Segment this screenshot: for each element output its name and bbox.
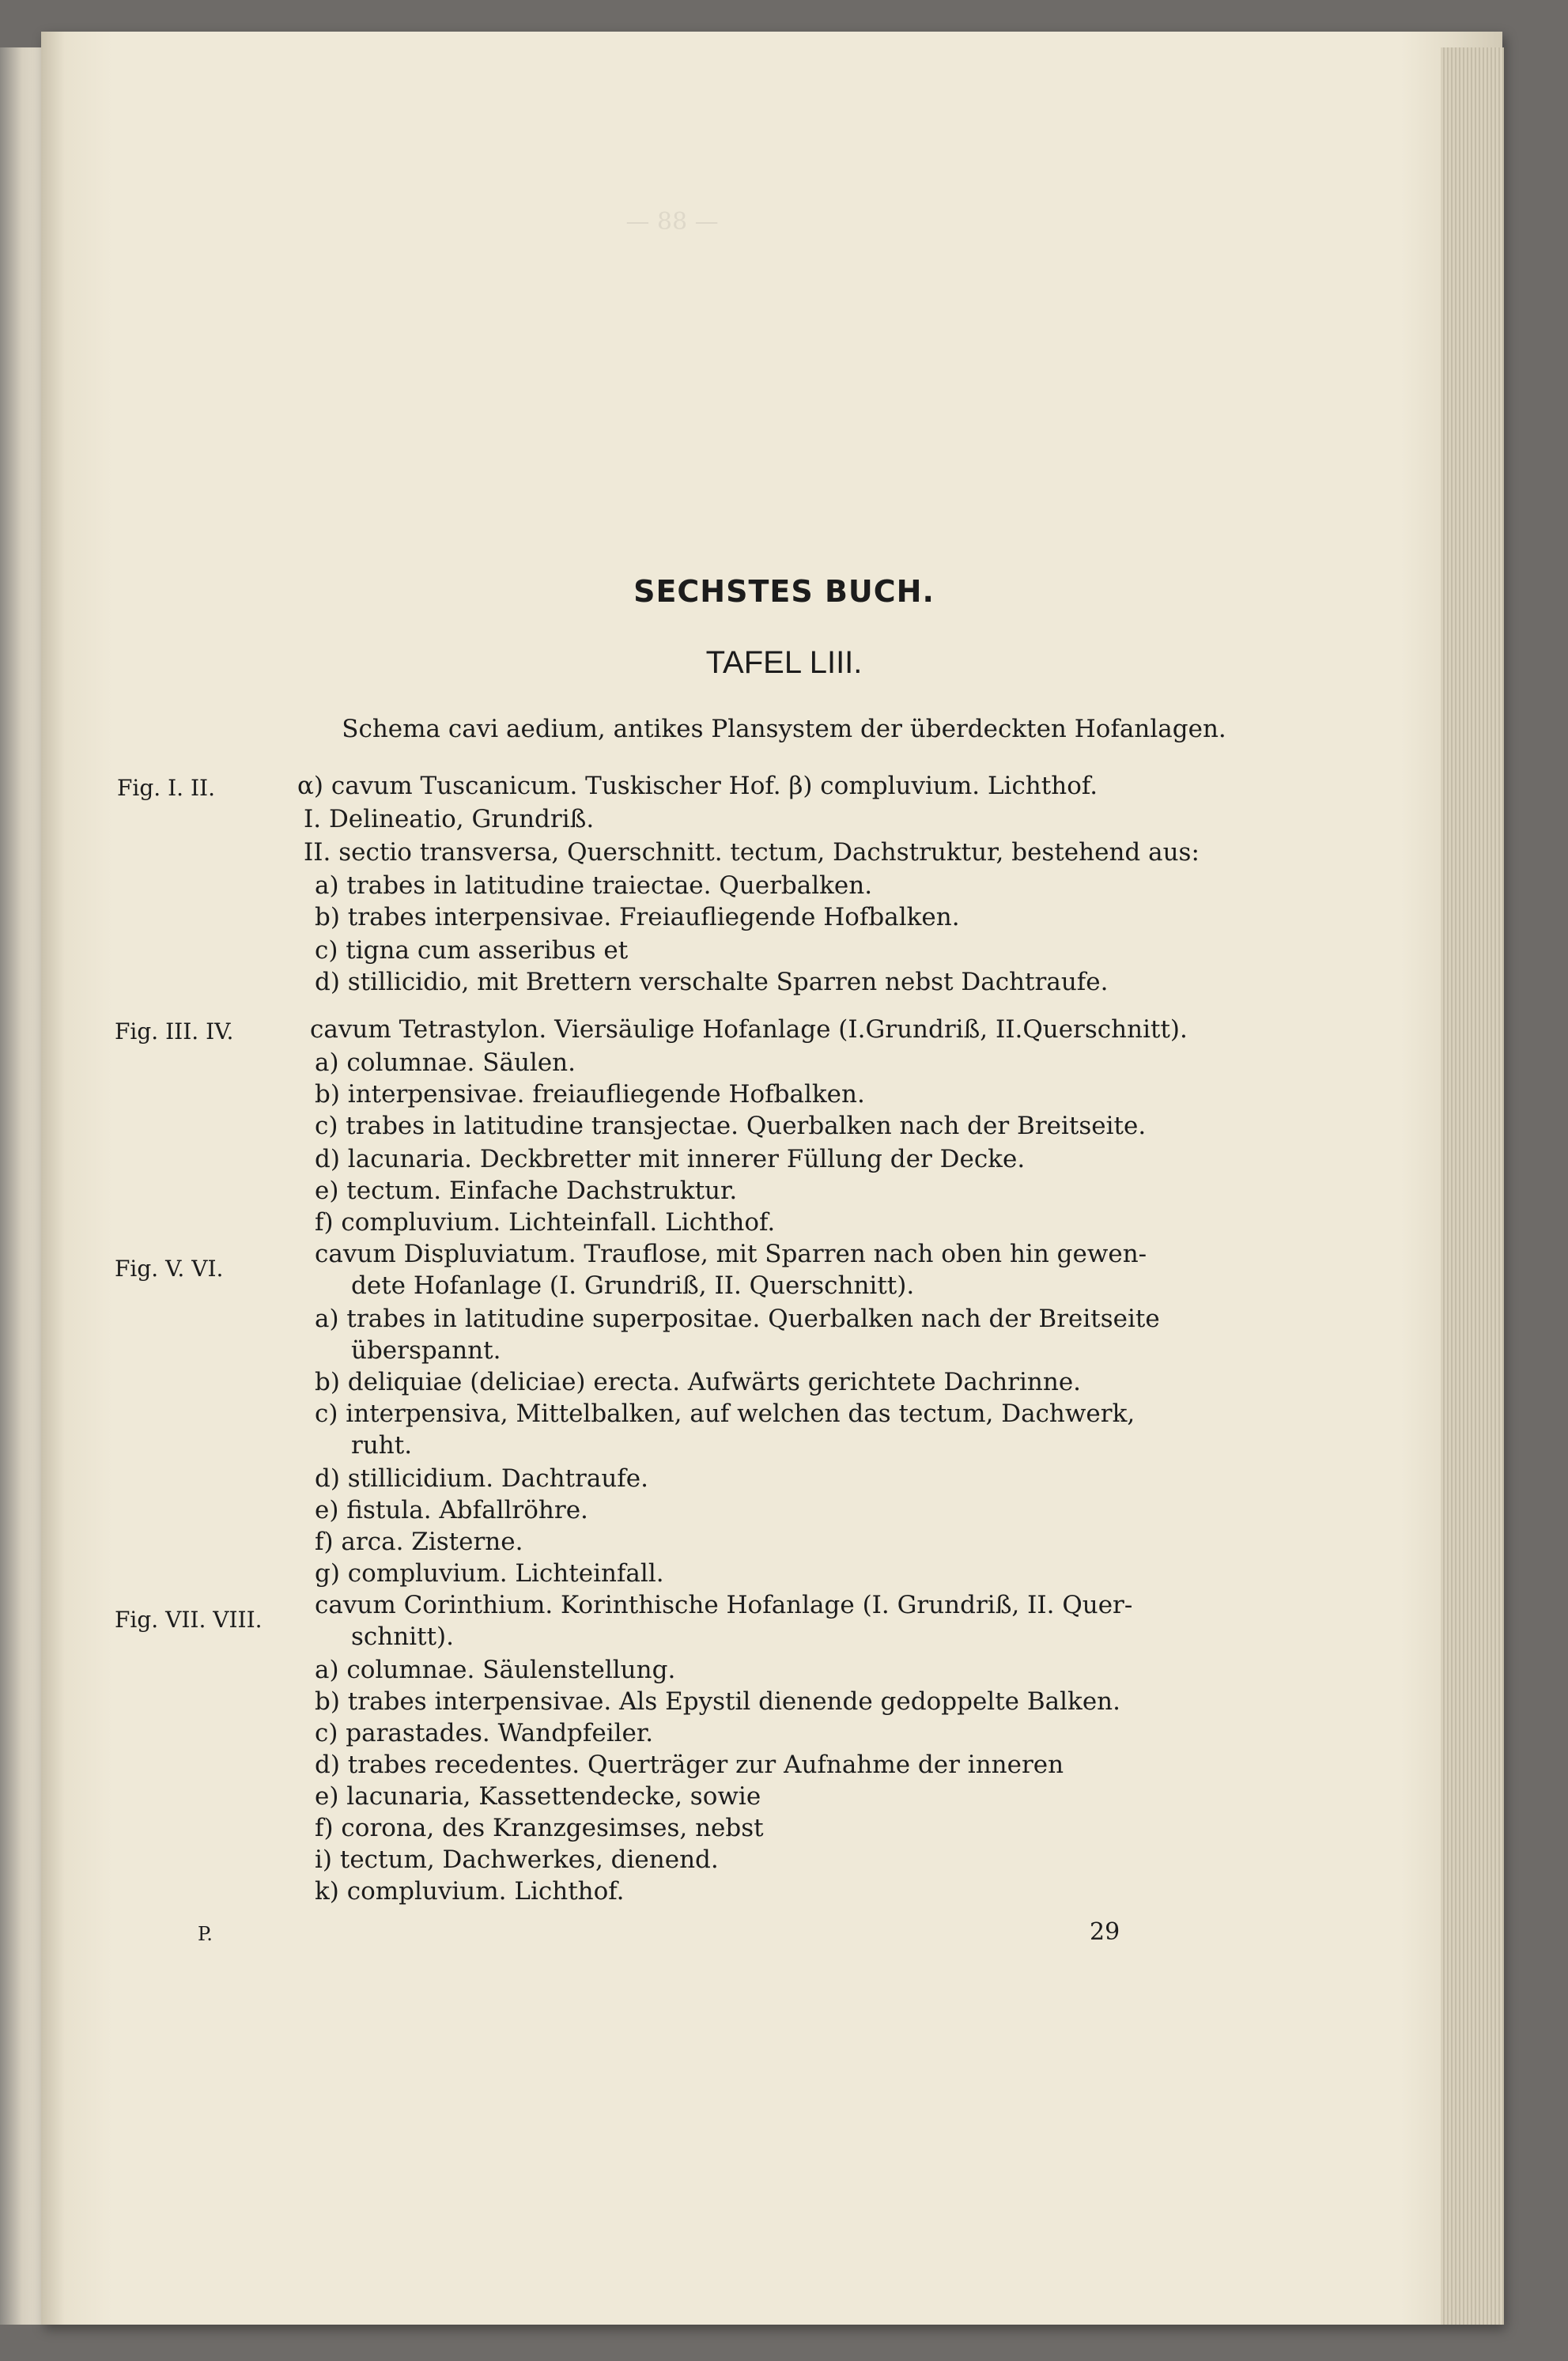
fig3-line: cavum Tetrastylon. Viersäulige Hofanlage (I.Grundriß, II.Querschnitt). bbox=[310, 1015, 1188, 1044]
fig-label-5-6: Fig. V. VI. bbox=[115, 1256, 224, 1282]
fig7-line: e) lacunaria, Kassettendecke, sowie bbox=[315, 1782, 761, 1811]
fig7-line: f) corona, des Kranzgesimses, nebst bbox=[315, 1814, 764, 1842]
fig7-line: cavum Corinthium. Korinthische Hofanlage (I. Grundriß, II. Quer- bbox=[315, 1591, 1133, 1619]
fig5-line: f) arca. Zisterne. bbox=[315, 1528, 523, 1556]
fig1-line: c) tigna cum asseribus et bbox=[315, 936, 629, 965]
fig3-line: c) trabes in latitudine transjectae. Querbalken nach der Breitseite. bbox=[315, 1112, 1147, 1140]
book-title: SECHSTES BUCH. bbox=[633, 574, 935, 609]
fig7-line: i) tectum, Dachwerkes, dienend. bbox=[315, 1845, 719, 1874]
fig7-line: c) parastades. Wandpfeiler. bbox=[315, 1719, 654, 1747]
fig5-line: b) deliquiae (deliciae) erecta. Aufwärts gerichtete Dachrinne. bbox=[315, 1368, 1082, 1396]
fig7-line: b) trabes interpensivae. Als Epystil dienende gedoppelte Balken. bbox=[315, 1687, 1120, 1716]
fig5-line: e) fistula. Abfallröhre. bbox=[315, 1496, 588, 1524]
fig-label-1-2: Fig. I. II. bbox=[117, 775, 215, 801]
plate-title: TAFEL LIII. bbox=[705, 645, 863, 680]
fig5-line: g) compluvium. Lichteinfall. bbox=[315, 1559, 664, 1588]
plate-subtitle: Schema cavi aedium, antikes Plansystem der überdeckten Hofanlagen. bbox=[342, 715, 1226, 743]
fig7-line: schnitt). bbox=[351, 1622, 454, 1651]
fig5-line: d) stillicidium. Dachtraufe. bbox=[315, 1464, 648, 1493]
fig3-line: e) tectum. Einfache Dachstruktur. bbox=[315, 1177, 738, 1205]
fig1-line: a) trabes in latitudine traiectae. Querbalken. bbox=[315, 871, 873, 900]
fig5-line: a) trabes in latitudine superpositae. Querbalken nach der Breitseite bbox=[315, 1305, 1160, 1333]
fig3-line: b) interpensivae. freiaufliegende Hofbalken. bbox=[315, 1080, 865, 1109]
fig1-line: α) cavum Tuscanicum. Tuskischer Hof. β) compluvium. Lichthof. bbox=[297, 772, 1098, 800]
page-number: 29 bbox=[1090, 1918, 1120, 1946]
fig7-line: d) trabes recedentes. Querträger zur Aufnahme der inneren bbox=[315, 1751, 1064, 1779]
fig3-line: d) lacunaria. Deckbretter mit innerer Füllung der Decke. bbox=[315, 1145, 1026, 1173]
fig5-line: überspannt. bbox=[351, 1336, 501, 1365]
fig-label-7-8: Fig. VII. VIII. bbox=[115, 1607, 263, 1633]
fig7-line: a) columnae. Säulenstellung. bbox=[315, 1656, 676, 1684]
fig1-line: d) stillicidio, mit Brettern verschalte Sparren nebst Dachtraufe. bbox=[315, 968, 1109, 996]
fig5-line: cavum Displuviatum. Trauflose, mit Sparren nach oben hin gewen- bbox=[315, 1240, 1147, 1268]
fig1-line: I. Delineatio, Grundriß. bbox=[304, 805, 595, 833]
fig3-line: a) columnae. Säulen. bbox=[315, 1048, 576, 1077]
fig5-line: c) interpensiva, Mittelbalken, auf welchen das tectum, Dachwerk, bbox=[315, 1400, 1135, 1428]
fig3-line: f) compluvium. Lichteinfall. Lichthof. bbox=[315, 1208, 776, 1237]
signature-mark: P. bbox=[198, 1923, 213, 1945]
fig1-line: II. sectio transversa, Querschnitt. tectum, Dachstruktur, bestehend aus: bbox=[304, 838, 1200, 867]
fig1-line: b) trabes interpensivae. Freiaufliegende Hofbalken. bbox=[315, 903, 960, 931]
fig5-line: ruht. bbox=[351, 1431, 413, 1460]
fig-label-3-4: Fig. III. IV. bbox=[115, 1018, 234, 1045]
fig5-line: dete Hofanlage (I. Grundriß, II. Querschnitt). bbox=[351, 1271, 915, 1300]
fig7-line: k) compluvium. Lichthof. bbox=[315, 1877, 625, 1906]
